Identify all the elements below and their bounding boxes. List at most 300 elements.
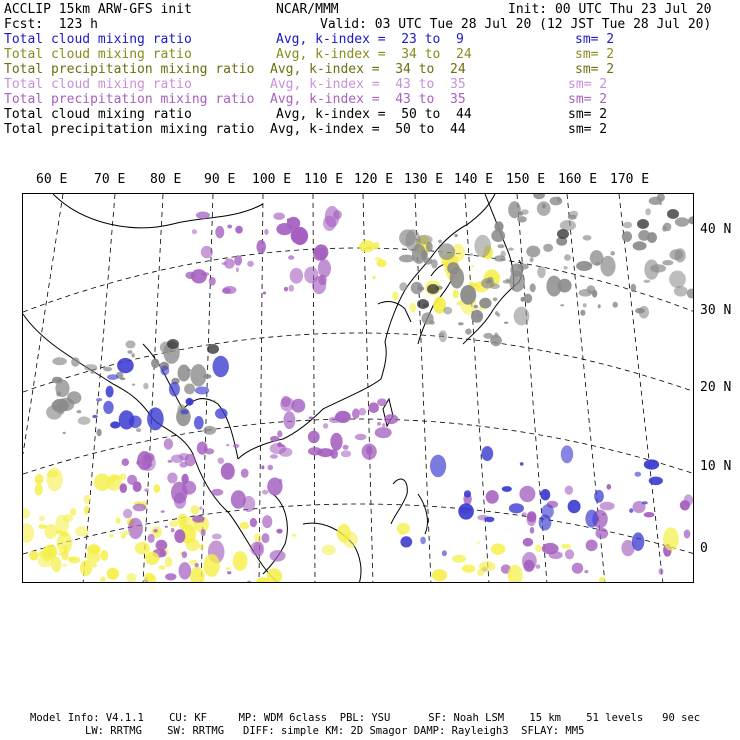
field-blob <box>174 492 186 509</box>
field-blob <box>314 244 328 260</box>
field-blob <box>29 551 38 561</box>
field-blob <box>384 414 398 424</box>
field-blob <box>343 445 349 450</box>
field-blob <box>330 433 342 451</box>
field-blob <box>141 454 155 471</box>
field-blob <box>147 407 164 430</box>
field-blob <box>126 340 136 348</box>
field-blob <box>288 255 294 260</box>
field-name: Total precipitation mixing ratio <box>4 122 255 137</box>
field-blob <box>262 515 272 528</box>
field-k-index: Avg, k-index = 50 to 44 <box>276 107 472 122</box>
field-blob <box>57 532 72 554</box>
field-blob <box>160 366 169 376</box>
field-blob <box>240 522 249 529</box>
field-blob <box>194 416 204 430</box>
field-blob <box>165 526 168 528</box>
field-blob <box>622 231 632 242</box>
field-blob <box>514 307 530 326</box>
field-blob <box>458 322 464 325</box>
field-blob <box>279 448 292 457</box>
field-blob <box>564 266 568 270</box>
field-blob <box>539 515 552 531</box>
field-k-index: Avg, k-index = 43 to 35 <box>270 92 466 107</box>
field-blob <box>270 550 286 562</box>
field-blob <box>267 568 282 583</box>
field-blob <box>493 297 498 301</box>
field-blob <box>329 417 341 423</box>
field-blob <box>270 454 278 459</box>
field-blob <box>330 449 338 459</box>
field-blob <box>405 229 420 251</box>
field-blob <box>362 444 377 460</box>
field-blob <box>83 495 90 504</box>
field-blob <box>127 350 132 354</box>
longitude-label: 130 E <box>404 172 444 187</box>
field-blob <box>185 454 196 467</box>
field-name: Total cloud mixing ratio <box>4 77 192 92</box>
field-blob <box>469 253 473 256</box>
field-blob <box>123 509 132 519</box>
field-blob <box>479 561 496 571</box>
longitude-label: 150 E <box>506 172 546 187</box>
field-blob <box>565 549 574 559</box>
field-blob <box>613 302 618 308</box>
field-blob <box>518 264 529 270</box>
field-blob <box>132 384 135 386</box>
field-blob <box>84 364 97 371</box>
map-canvas <box>23 194 694 583</box>
field-blob <box>287 218 290 221</box>
field-blob <box>667 209 679 219</box>
field-blob <box>196 212 210 219</box>
field-blob <box>35 479 41 484</box>
field-blob <box>487 277 493 282</box>
init-time: Init: 00 UTC Thu 23 Jul 20 <box>508 2 712 17</box>
field-blob <box>92 415 98 418</box>
field-blob <box>662 260 673 266</box>
field-blob <box>111 475 119 481</box>
field-blob <box>400 536 412 547</box>
field-blob <box>236 267 239 272</box>
field-blob <box>494 255 506 261</box>
field-blob <box>57 411 64 415</box>
plot-title: ACCLIP 15km ARW-GFS init <box>4 2 192 17</box>
field-blob <box>522 512 527 515</box>
field-blob <box>635 472 642 477</box>
field-blob <box>80 560 92 576</box>
field-blob <box>594 490 604 503</box>
field-blob <box>77 410 82 413</box>
field-blob <box>276 223 292 235</box>
field-blob <box>184 384 195 395</box>
field-blob <box>204 554 220 577</box>
field-blob <box>284 287 288 292</box>
field-blob <box>674 286 688 297</box>
field-blob <box>308 431 320 444</box>
latitude-label: 20 N <box>700 380 732 395</box>
field-blob <box>382 423 385 427</box>
field-blob <box>426 242 433 252</box>
field-blob <box>291 399 305 413</box>
field-blob <box>520 462 524 466</box>
field-blob <box>178 365 191 382</box>
field-blob <box>638 230 650 241</box>
field-blob <box>179 562 192 579</box>
field-blob <box>341 450 351 457</box>
field-blob <box>452 555 466 563</box>
field-blob <box>52 357 67 365</box>
field-blob <box>659 203 662 205</box>
field-blob <box>221 463 235 480</box>
field-blob <box>392 292 398 301</box>
field-blob <box>595 528 608 539</box>
field-blob <box>509 503 524 513</box>
field-blob <box>231 490 246 509</box>
field-k-index: Avg, k-index = 34 to 24 <box>270 62 466 77</box>
field-k-index: Avg, k-index = 23 to 9 <box>276 32 464 47</box>
field-blob <box>375 427 392 438</box>
model-info-line1: Model Info: V4.1.1 CU: KF MP: WDM 6class PBL: YSU SF: Noah LSM 15 km 51 levels 90 sec <box>30 712 701 724</box>
field-blob <box>201 246 213 258</box>
field-blob <box>264 229 268 235</box>
field-blob <box>190 505 199 514</box>
longitude-label: 60 E <box>36 172 68 187</box>
field-smoothing: sm= 2 <box>568 122 608 137</box>
field-blob <box>186 538 200 551</box>
field-blob <box>290 268 303 284</box>
field-blob <box>684 530 691 539</box>
field-blob <box>421 250 428 260</box>
field-blob <box>560 304 564 306</box>
field-blob <box>543 244 553 252</box>
field-k-index: Avg, k-index = 34 to 24 <box>276 47 472 62</box>
field-blob <box>122 531 130 536</box>
field-blob <box>592 290 597 298</box>
field-blob <box>129 416 142 429</box>
longitude-label: 90 E <box>204 172 236 187</box>
field-blob <box>644 259 659 279</box>
field-blob <box>23 508 30 519</box>
field-blob <box>119 474 127 480</box>
field-blob <box>279 479 283 484</box>
field-blob <box>218 458 225 464</box>
field-blob <box>610 251 615 255</box>
field-blob <box>333 210 342 219</box>
field-blob <box>568 500 581 514</box>
field-blob <box>144 573 155 582</box>
field-blob <box>167 473 177 484</box>
field-blob <box>497 244 504 248</box>
field-blob <box>136 428 141 432</box>
longitude-label: 100 E <box>252 172 292 187</box>
field-blob <box>540 489 550 500</box>
field-blob <box>399 532 405 535</box>
field-blob <box>462 565 475 573</box>
field-blob <box>623 222 632 229</box>
field-blob <box>171 454 184 463</box>
field-blob <box>103 401 113 414</box>
longitude-label: 140 E <box>454 172 494 187</box>
field-blob <box>109 534 114 537</box>
field-blob <box>161 510 165 512</box>
field-blob <box>235 226 243 234</box>
field-blob <box>190 567 205 583</box>
field-blob <box>564 254 571 261</box>
field-blob <box>521 209 529 215</box>
field-blob <box>557 229 569 239</box>
field-blob <box>39 516 45 521</box>
field-blob <box>145 552 159 565</box>
field-blob <box>291 228 308 244</box>
field-blob <box>642 501 648 504</box>
field-blob <box>42 545 53 561</box>
field-name: Total precipitation mixing ratio <box>4 92 255 107</box>
field-blob <box>132 353 135 357</box>
field-blob <box>241 469 249 478</box>
field-blob <box>453 290 457 293</box>
field-blob <box>471 265 474 268</box>
field-blob <box>195 387 209 395</box>
field-blob <box>144 488 149 492</box>
field-blob <box>181 409 189 414</box>
field-blob <box>486 490 499 504</box>
field-blob <box>250 518 257 527</box>
field-blob <box>530 527 535 534</box>
field-blob <box>438 243 455 260</box>
field-blob <box>289 285 295 292</box>
field-blob <box>464 490 471 497</box>
field-blob <box>460 285 476 305</box>
field-blob <box>58 553 63 556</box>
field-blob <box>438 240 442 243</box>
field-blob <box>675 217 689 226</box>
field-blob <box>97 429 102 437</box>
field-name: Total precipitation mixing ratio <box>4 62 255 77</box>
field-blob <box>535 545 542 552</box>
longitude-label: 80 E <box>150 172 182 187</box>
field-blob <box>47 471 59 478</box>
field-blob <box>491 543 505 554</box>
field-blob <box>431 259 438 268</box>
field-blob <box>254 533 262 542</box>
field-blob <box>222 288 231 294</box>
field-blob <box>197 442 208 455</box>
field-smoothing: sm= 2 <box>568 107 608 122</box>
field-blob <box>165 557 172 568</box>
field-blob <box>607 484 612 490</box>
field-blob <box>659 568 664 574</box>
field-blob <box>542 543 559 554</box>
field-blob <box>309 417 314 419</box>
field-blob <box>158 565 166 569</box>
field-blob <box>561 445 573 463</box>
field-blob <box>143 383 148 390</box>
field-blob <box>261 465 264 469</box>
field-blob <box>185 272 195 279</box>
field-blob <box>477 542 480 544</box>
latitude-label: 0 <box>700 541 708 556</box>
field-blob <box>213 356 229 377</box>
latitude-label: 30 N <box>700 303 732 318</box>
forecast-hour: Fcst: 123 h <box>4 17 98 32</box>
field-blob <box>481 446 493 461</box>
field-blob <box>508 201 521 218</box>
field-blob <box>432 569 447 581</box>
field-blob <box>494 332 498 337</box>
institution-label: NCAR/MMM <box>276 2 339 17</box>
field-blob <box>599 577 605 583</box>
field-blob <box>584 570 588 573</box>
field-blob <box>504 322 508 324</box>
field-blob <box>92 563 97 568</box>
longitude-label: 120 E <box>354 172 394 187</box>
field-k-index: Avg, k-index = 50 to 44 <box>270 122 466 137</box>
field-blob <box>186 398 194 406</box>
field-blob <box>687 289 694 299</box>
field-blob <box>192 229 197 234</box>
field-blob <box>576 261 592 271</box>
field-blob <box>527 511 537 522</box>
field-blob <box>399 282 407 291</box>
field-blob <box>337 524 351 543</box>
field-blob <box>494 221 503 232</box>
field-blob <box>148 534 155 543</box>
field-blob <box>649 477 663 486</box>
longitude-label: 110 E <box>304 172 344 187</box>
field-blob <box>586 540 598 552</box>
field-blob <box>250 542 263 556</box>
field-blob <box>207 344 219 354</box>
field-blob <box>127 475 137 485</box>
field-blob <box>530 283 536 292</box>
field-blob <box>530 257 534 262</box>
field-blob <box>409 303 416 313</box>
field-blob <box>465 329 471 335</box>
field-blob <box>117 358 134 373</box>
field-blob <box>212 400 216 402</box>
field-blob <box>62 564 67 567</box>
field-blob <box>645 208 651 215</box>
field-blob <box>519 486 535 502</box>
field-blob <box>524 294 532 304</box>
field-blob <box>680 500 690 510</box>
field-blob <box>458 503 474 519</box>
field-blob <box>164 438 173 449</box>
field-blob <box>107 374 118 380</box>
field-blob <box>644 280 651 283</box>
field-blob <box>199 507 202 510</box>
field-blob <box>283 411 295 429</box>
field-blob <box>420 537 426 545</box>
field-blob <box>106 386 114 398</box>
field-blob <box>630 284 636 293</box>
field-blob <box>168 460 173 463</box>
field-blob <box>495 311 498 315</box>
field-blob <box>583 303 587 307</box>
field-blob <box>226 567 231 570</box>
field-blob <box>234 255 242 266</box>
field-smoothing: sm= 2 <box>568 77 608 92</box>
field-blob <box>427 284 439 294</box>
field-smoothing: sm= 2 <box>568 92 608 107</box>
field-blob <box>322 545 336 556</box>
field-name: Total cloud mixing ratio <box>4 107 192 122</box>
field-blob <box>71 357 80 367</box>
field-blob <box>195 563 199 567</box>
field-blob <box>212 534 222 540</box>
field-blob <box>35 484 43 496</box>
latitude-label: 40 N <box>700 222 732 237</box>
field-blob <box>186 369 191 372</box>
field-blob <box>171 528 175 532</box>
field-blob <box>308 447 323 455</box>
field-blob <box>312 276 326 294</box>
field-blob <box>227 571 231 574</box>
field-blob <box>292 534 297 537</box>
field-blob <box>598 304 601 308</box>
field-blob <box>550 197 563 206</box>
field-blob <box>590 250 604 266</box>
field-blob <box>268 465 274 471</box>
field-blob <box>233 444 239 448</box>
field-blob <box>96 398 102 401</box>
field-blob <box>227 225 232 229</box>
field-blob <box>182 551 187 558</box>
field-blob <box>565 486 573 495</box>
field-blob <box>583 235 592 241</box>
field-blob <box>120 377 125 380</box>
field-blob <box>120 483 127 493</box>
field-blob <box>669 271 686 289</box>
field-blob <box>663 527 679 551</box>
field-blob <box>637 219 649 229</box>
field-blob <box>318 259 331 278</box>
field-blob <box>439 330 447 342</box>
field-blob <box>688 216 694 224</box>
field-blob <box>639 306 649 319</box>
field-blob <box>262 490 268 495</box>
field-blob <box>116 517 121 524</box>
field-name: Total cloud mixing ratio <box>4 32 192 47</box>
field-blob <box>479 298 491 309</box>
field-blob <box>212 489 224 496</box>
field-blob <box>359 240 375 252</box>
field-blob <box>546 276 561 297</box>
field-blob <box>600 502 615 511</box>
latitude-label: 10 N <box>700 459 732 474</box>
field-blob <box>669 249 683 260</box>
field-blob <box>110 421 120 428</box>
field-blob <box>276 529 282 534</box>
field-blob <box>203 374 211 379</box>
field-blob <box>474 235 491 257</box>
field-blob <box>517 216 527 222</box>
field-blob <box>523 538 533 547</box>
field-blob <box>192 515 204 522</box>
field-blob <box>644 459 659 469</box>
field-blob <box>135 542 150 555</box>
field-blob <box>233 551 248 571</box>
field-blob <box>156 540 168 551</box>
longitude-label: 70 E <box>94 172 126 187</box>
field-blob <box>508 248 514 251</box>
field-blob <box>181 474 188 484</box>
field-blob <box>457 301 463 305</box>
field-blob <box>579 289 593 297</box>
field-blob <box>169 520 178 527</box>
field-blob <box>75 526 89 536</box>
